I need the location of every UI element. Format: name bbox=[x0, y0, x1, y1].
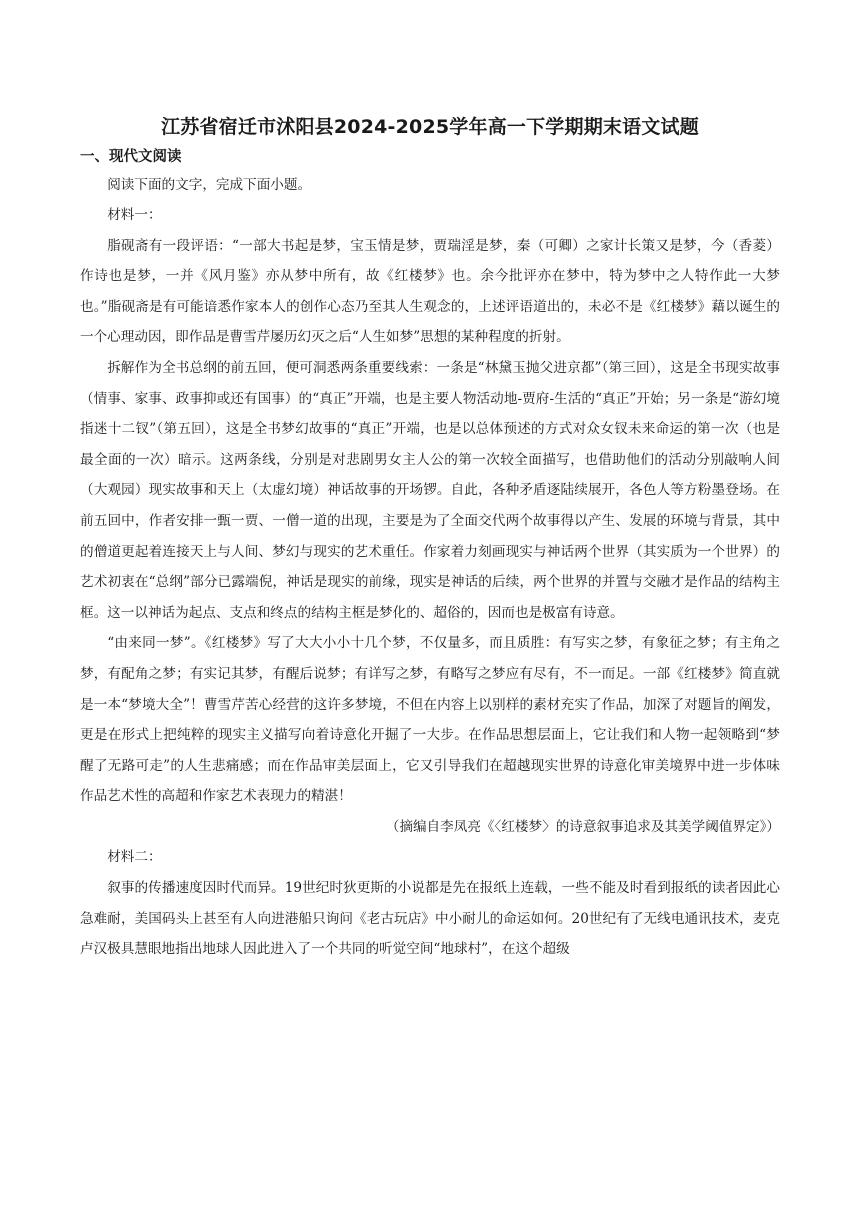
material2-paragraph-1: 叙事的传播速度因时代而异。19世纪时狄更斯的小说都是先在报纸上连载，一些不能及时看到报纸的读者因此心急难耐，美国码头上甚至有人向进港船只询问《老古玩店》中小耐儿的命运如何。20世纪有了无线电通讯技术，麦克卢汉极具慧眼地指出地球人因此进入了一个共同的听觉空间“地球村”，在这个超级 bbox=[80, 880, 780, 958]
material1-paragraph-1: 脂砚斋有一段评语：“一部大书起是梦，宝玉情是梦，贾瑞淫是梦，秦（可卿）之家计长策又是梦，今（香菱）作诗也是梦，一并《风月鉴》亦从梦中所有，故《红楼梦》也。余今批评亦在梦中，特为梦中之人特作此一大梦也。”脂砚斋是有可能谙悉作家本人的创作心态乃至其人生观念的，上述评语道出的，未必不是《红楼梦》藉以诞生的一个心理动因，即作品是曹雪芹屡历幻灭之后“人生如梦”思想的某种程度的折射。 bbox=[80, 237, 780, 346]
material1-source: （摘编自李凤亮《〈红楼梦〉的诗意叙事追求及其美学阈值界定》） bbox=[385, 818, 780, 835]
material1-paragraph-2: 拆解作为全书总纲的前五回，便可洞悉两条重要线索：一条是“林黛玉抛父进京都”（第三回），这是全书现实故事（情事、家事、政事抑或还有国事）的“真正”开端，也是主要人物活动地-贾府-生活的“真正”开始；另一条是“游幻境指迷十二钗”（第五回），这是全书梦幻故事的“真正”开端，也是以总体预述的方式对众女钗未来命运的第一次（也是最全面的一次）暗示。这两条线，分别是对悲剧男女主人公的第一次较全面描写，也借助他们的活动分别敲响人间（大观园）现实故事和天上（太虚幻境）神话故事的开场锣。自此，各种矛盾逐陆续展开，各色人等方粉墨登场。在前五回中，作者安排一甄一贾、一僧一道的出现，主要是为了全面交代两个故事得以产生、发展的环境与背景，其中的僧道更起着连接天上与人间、梦幻与现实的艺术重任。作家着力刻画现实与神话两个世界（其实质为一个世界）的艺术初衷在“总纲”部分已露端倪，神话是现实的前缘，现实是神话的后续，两个世界的并置与交融才是作品的结构主框。这一以神话为起点、支点和终点的结构主框是梦化的、超俗的，因而也是极富有诗意。 bbox=[80, 359, 780, 621]
material1-paragraph-3: “由来同一梦”。《红楼梦》写了大大小小十几个梦，不仅量多，而且质胜：有写实之梦，有象征之梦；有主角之梦，有配角之梦；有实记其梦，有醒后说梦；有详写之梦，有略写之梦应有尽有，不一而足。一部《红楼梦》简直就是一本“梦境大全”！曹雪芹苦心经营的这许多梦境，不但在内容上以别样的素材充实了作品，加深了对题旨的阐发，更是在形式上把纯粹的现实主义描写向着诗意化开掘了一大步。在作品思想层面上，它让我们和人物一起领略到“梦醒了无路可走”的人生悲痛感；而在作品审美层面上，它又引导我们在超越现实世界的诗意化审美境界中进一步体味作品艺术性的高超和作家艺术表现力的精湛！ bbox=[80, 635, 780, 805]
section-heading: 一、现代文阅读 bbox=[80, 149, 182, 165]
material1-label: 材料一： bbox=[107, 207, 162, 223]
instruction-text: 阅读下面的文字，完成下面小题。 bbox=[107, 177, 312, 193]
page-title: 江苏省宿迁市沭阳县2024-2025学年高一下学期期末语文试题 bbox=[161, 116, 699, 138]
material2-label: 材料二： bbox=[107, 849, 162, 866]
document-page bbox=[80, 112, 780, 965]
